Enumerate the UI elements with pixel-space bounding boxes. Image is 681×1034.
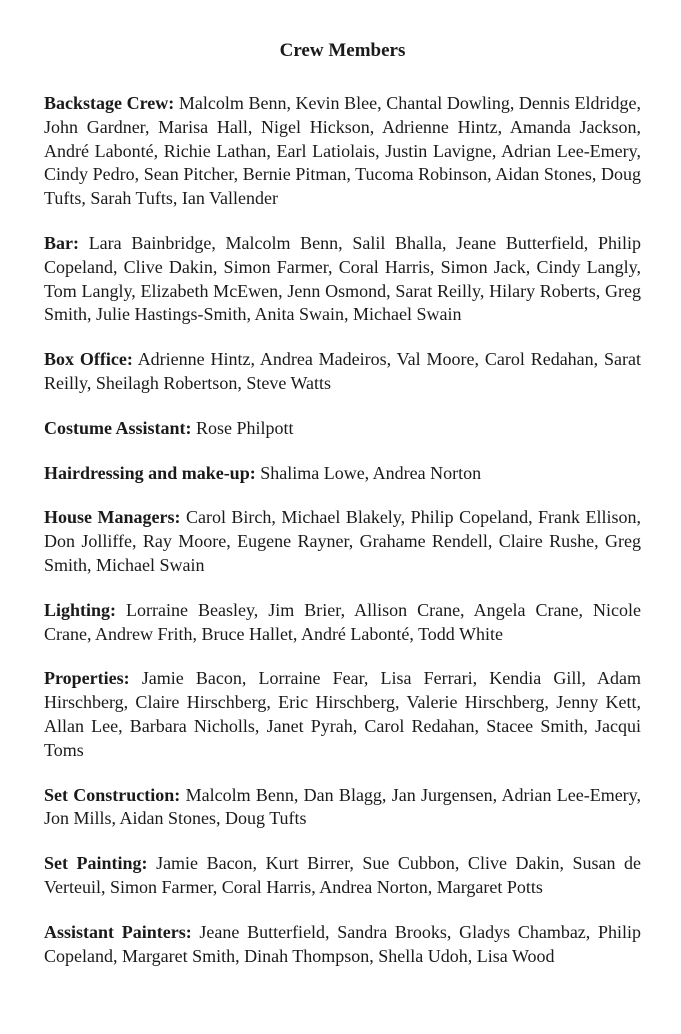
section-names: Jeane Butterfield, Sandra Brooks, Gladys Chambaz, Philip Copeland, Margaret Smith, Dinah Thompson, Shella Udoh, Lisa Wood bbox=[44, 921, 642, 966]
section-names: Lorraine Beasley, Jim Brier, Allison Crane, Angela Crane, Nicole Crane, Andrew Frith, Bruce Hallet, André Labonté, Todd White bbox=[44, 599, 641, 644]
section-heading: Lighting: bbox=[44, 599, 117, 620]
section-properties bbox=[44, 667, 641, 762]
section-heading: Hairdressing and make-up: bbox=[44, 462, 256, 483]
section-names: Rose Philpott bbox=[196, 417, 294, 438]
section-box-office bbox=[44, 348, 641, 396]
section-heading: House Managers: bbox=[44, 507, 181, 528]
section-heading: Properties: bbox=[44, 668, 130, 689]
section-names: Malcolm Benn, Dan Blagg, Jan Jurgensen, Adrian Lee-Emery, Jon Mills, Aidan Stones, Doug Tufts bbox=[44, 784, 642, 829]
section-hairdressing bbox=[44, 462, 641, 486]
section-lighting bbox=[44, 599, 641, 647]
section-heading: Set Painting: bbox=[44, 853, 148, 874]
section-heading: Set Construction: bbox=[44, 784, 181, 805]
section-house-managers bbox=[44, 506, 641, 577]
section-costume-assistant bbox=[44, 417, 641, 441]
page-title: Crew Members bbox=[279, 40, 406, 61]
section-names: Lara Bainbridge, Malcolm Benn, Salil Bhalla, Jeane Butterfield, Philip Copeland, Clive Dakin, Simon Farmer, Coral Harris, Simon Jack, Cindy Langly, Tom Langly, Elizabeth McEwen, Jenn Osmond, Sarat Reilly, Hilary Roberts, Greg Smith, Julie Hastings-Smith, Anita Swain, Michael Swain bbox=[44, 232, 641, 325]
section-names: Carol Birch, Michael Blakely, Philip Copeland, Frank Ellison, Don Jolliffe, Ray Moore, Eugene Rayner, Grahame Rendell, Claire Rushe, Greg Smith, Michael Swain bbox=[44, 507, 642, 575]
section-bar bbox=[44, 232, 641, 327]
section-heading: Box Office: bbox=[44, 349, 133, 370]
section-heading: Costume Assistant: bbox=[44, 417, 192, 438]
section-set-painting bbox=[44, 852, 641, 900]
section-assistant-painters bbox=[44, 921, 641, 969]
section-heading: Backstage Crew: bbox=[44, 93, 175, 113]
section-names: Shalima Lowe, Andrea Norton bbox=[260, 462, 482, 483]
section-names: Jamie Bacon, Kurt Birrer, Sue Cubbon, Clive Dakin, Susan de Verteuil, Simon Farmer, Coral Harris, Andrea Norton, Margaret Potts bbox=[44, 853, 641, 897]
section-heading: Bar: bbox=[44, 232, 79, 253]
section-backstage-crew bbox=[44, 92, 641, 211]
section-set-construction bbox=[44, 784, 641, 832]
section-names: Jamie Bacon, Lorraine Fear, Lisa Ferrari, Kendia Gill, Adam Hirschberg, Claire Hirschberg, Eric Hirschberg, Valerie Hirschberg, Jenny Kett, Allan Lee, Barbara Nicholls, Janet Pyrah, Carol Redahan, Stacee Smith, Jacqui Toms bbox=[44, 668, 641, 760]
section-names: Malcolm Benn, Kevin Blee, Chantal Dowling, Dennis Eldridge, John Gardner, Marisa Hall, Nigel Hickson, Adrienne Hintz, Amanda Jackson, André Labonté, Richie Lathan, Earl Latiolais, Justin Lavigne, Adrian Lee-Emery, Cindy Pedro, Sean Pitcher, Bernie Pitman, Tucoma Robinson, Aidan Stones, Doug Tufts, Sarah Tufts, Ian Vallender bbox=[44, 93, 642, 209]
section-heading: Assistant Painters: bbox=[44, 921, 192, 942]
section-names: Adrienne Hintz, Andrea Madeiros, Val Moore, Carol Redahan, Sarat Reilly, Sheilagh Robertson, Steve Watts bbox=[44, 349, 642, 393]
